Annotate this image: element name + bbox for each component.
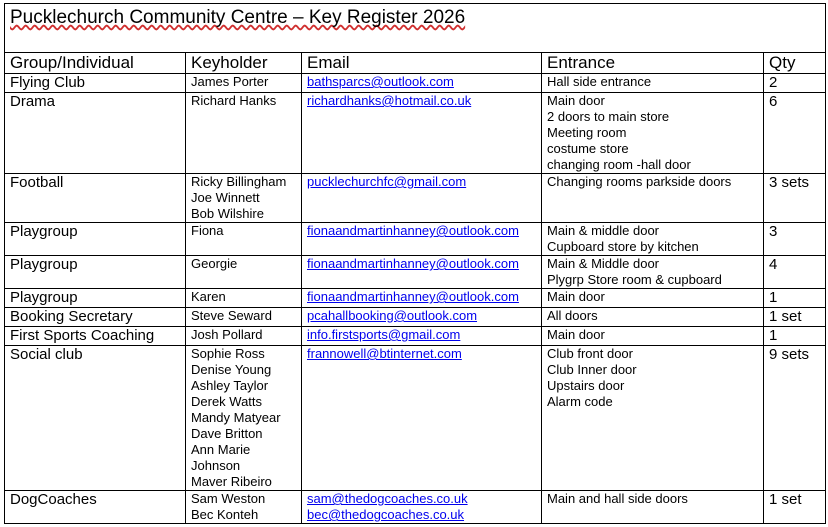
email-cell [302, 491, 542, 524]
entrance-cell [542, 174, 764, 223]
entrance-line: Alarm code [547, 394, 613, 409]
table-row [5, 289, 826, 308]
keyholder-cell [186, 491, 302, 524]
qty-cell [764, 346, 826, 491]
key-register-document [4, 3, 826, 524]
entrance-line: Cupboard store by kitchen [547, 239, 699, 254]
table-row [5, 256, 826, 289]
keyholders-line: Josh Pollard [191, 327, 263, 342]
qty-value: 2 [769, 74, 778, 91]
header-email: Email [302, 53, 542, 74]
table-row [5, 74, 826, 93]
qty-value: 6 [769, 93, 778, 110]
register-rows [5, 74, 826, 524]
qty-value: 4 [769, 256, 778, 273]
entrance-line: changing room -hall door [547, 157, 691, 172]
group-cell [5, 174, 186, 223]
qty-value: 3 sets [769, 174, 810, 191]
entrance-cell [542, 491, 764, 524]
email-link[interactable]: pucklechurchfc@gmail.com [307, 174, 467, 189]
keyholders-line: Sam Weston [191, 491, 266, 506]
entrance-cell [542, 346, 764, 491]
header-qty: Qty [764, 53, 826, 74]
keyholders-line: Denise Young [191, 362, 272, 377]
keyholders-line: Steve Seward [191, 308, 272, 323]
header-group: Group/Individual [5, 53, 186, 74]
group-name: Drama [10, 93, 56, 110]
table-row [5, 93, 826, 174]
group-cell [5, 308, 186, 327]
qty-cell [764, 491, 826, 524]
email-cell [302, 308, 542, 327]
keyholders-line: Johnson [191, 458, 241, 473]
keyholders-line: James Porter [191, 74, 269, 89]
email-cell [302, 256, 542, 289]
entrance-line: costume store [547, 141, 629, 156]
email-link[interactable]: pcahallbooking@outlook.com [307, 308, 478, 323]
header-entrance: Entrance [542, 53, 764, 74]
group-name: First Sports Coaching [10, 327, 155, 344]
email-cell [302, 93, 542, 174]
keyholders-line: Ricky Billingham [191, 174, 287, 189]
entrance-cell [542, 93, 764, 174]
email-link[interactable]: richardhanks@hotmail.co.uk [307, 93, 472, 108]
keyholder-cell [186, 289, 302, 308]
group-name: Playgroup [10, 289, 78, 306]
entrance-line: 2 doors to main store [547, 109, 670, 124]
keyholder-cell [186, 93, 302, 174]
group-name: Football [10, 174, 64, 191]
entrance-cell [542, 256, 764, 289]
qty-value: 1 [769, 289, 778, 306]
keyholders-line: Sophie Ross [191, 346, 265, 361]
keyholder-cell [186, 256, 302, 289]
qty-value: 1 set [769, 308, 802, 325]
entrance-line: Plygrp Store room & cupboard [547, 272, 722, 287]
qty-cell [764, 174, 826, 223]
keyholders-line: Bec Konteh [191, 507, 259, 522]
email-link[interactable]: bathsparcs@outlook.com [307, 74, 454, 89]
keyholders-line: Georgie [191, 256, 238, 271]
email-link[interactable]: fionaandmartinhanney@outlook.com [307, 289, 519, 304]
entrance-line: Main & middle door [547, 223, 659, 238]
group-name: DogCoaches [10, 491, 97, 508]
group-name: Flying Club [10, 74, 86, 91]
entrance-line: Main door [547, 289, 605, 304]
entrance-cell [542, 308, 764, 327]
keyholders-line: Ann Marie [191, 442, 251, 457]
group-cell [5, 327, 186, 346]
entrance-line: Changing rooms parkside doors [547, 174, 732, 189]
keyholder-cell [186, 174, 302, 223]
keyholders-line: Derek Watts [191, 394, 263, 409]
group-cell [5, 74, 186, 93]
email-link[interactable]: bec@thedogcoaches.co.uk [307, 507, 465, 522]
table-row [5, 174, 826, 223]
email-link[interactable]: info.firstsports@gmail.com [307, 327, 461, 342]
email-cell [302, 74, 542, 93]
group-name: Playgroup [10, 223, 78, 240]
keyholder-cell [186, 223, 302, 256]
qty-cell [764, 74, 826, 93]
group-cell [5, 223, 186, 256]
email-link[interactable]: frannowell@btinternet.com [307, 346, 462, 361]
entrance-cell [542, 327, 764, 346]
table-row [5, 327, 826, 346]
qty-value: 9 sets [769, 346, 810, 363]
keyholders-line: Richard Hanks [191, 93, 277, 108]
entrance-line: Upstairs door [547, 378, 625, 393]
group-name: Booking Secretary [10, 308, 133, 325]
table-row [5, 346, 826, 491]
keyholders-line: Maver Ribeiro [191, 474, 272, 489]
keyholders-line: Dave Britton [191, 426, 263, 441]
group-cell [5, 346, 186, 491]
entrance-line: Main door [547, 93, 605, 108]
entrance-cell [542, 223, 764, 256]
table-row [5, 308, 826, 327]
keyholders-line: Ashley Taylor [191, 378, 269, 393]
keyholders-line: Fiona [191, 223, 224, 238]
entrance-line: Main and hall side doors [547, 491, 688, 506]
qty-cell [764, 223, 826, 256]
entrance-line: Main door [547, 327, 605, 342]
group-name: Social club [10, 346, 83, 363]
entrance-line: Meeting room [547, 125, 627, 140]
qty-cell [764, 93, 826, 174]
title-row [5, 4, 826, 53]
keyholders-line: Joe Winnett [191, 190, 260, 205]
entrance-line: All doors [547, 308, 598, 323]
qty-value: 3 [769, 223, 778, 240]
keyholders-line: Karen [191, 289, 226, 304]
entrance-line: Hall side entrance [547, 74, 652, 89]
group-cell [5, 256, 186, 289]
key-register-table [4, 3, 826, 524]
qty-cell [764, 308, 826, 327]
qty-cell [764, 256, 826, 289]
table-row [5, 491, 826, 524]
keyholder-cell [186, 308, 302, 327]
table-row [5, 223, 826, 256]
header-row [5, 53, 826, 74]
email-link[interactable]: fionaandmartinhanney@outlook.com [307, 223, 519, 238]
keyholders-line: Bob Wilshire [191, 206, 264, 221]
entrance-cell [542, 289, 764, 308]
group-cell [5, 93, 186, 174]
document-title: Pucklechurch Community Centre – Key Register 2026 [5, 4, 826, 53]
qty-cell [764, 327, 826, 346]
email-cell [302, 289, 542, 308]
keyholder-cell [186, 74, 302, 93]
email-cell [302, 346, 542, 491]
group-name: Playgroup [10, 256, 78, 273]
keyholder-cell [186, 327, 302, 346]
group-cell [5, 491, 186, 524]
qty-value: 1 set [769, 491, 802, 508]
entrance-line: Main & Middle door [547, 256, 659, 271]
keyholder-cell [186, 346, 302, 491]
entrance-cell [542, 74, 764, 93]
email-link[interactable]: sam@thedogcoaches.co.uk [307, 491, 468, 506]
keyholders-line: Mandy Matyear [191, 410, 281, 425]
email-cell [302, 223, 542, 256]
entrance-line: Club front door [547, 346, 633, 361]
email-cell [302, 327, 542, 346]
qty-value: 1 [769, 327, 778, 344]
group-cell [5, 289, 186, 308]
qty-cell [764, 289, 826, 308]
email-cell [302, 174, 542, 223]
entrance-line: Club Inner door [547, 362, 637, 377]
email-link[interactable]: fionaandmartinhanney@outlook.com [307, 256, 519, 271]
header-keyholder: Keyholder [186, 53, 302, 74]
